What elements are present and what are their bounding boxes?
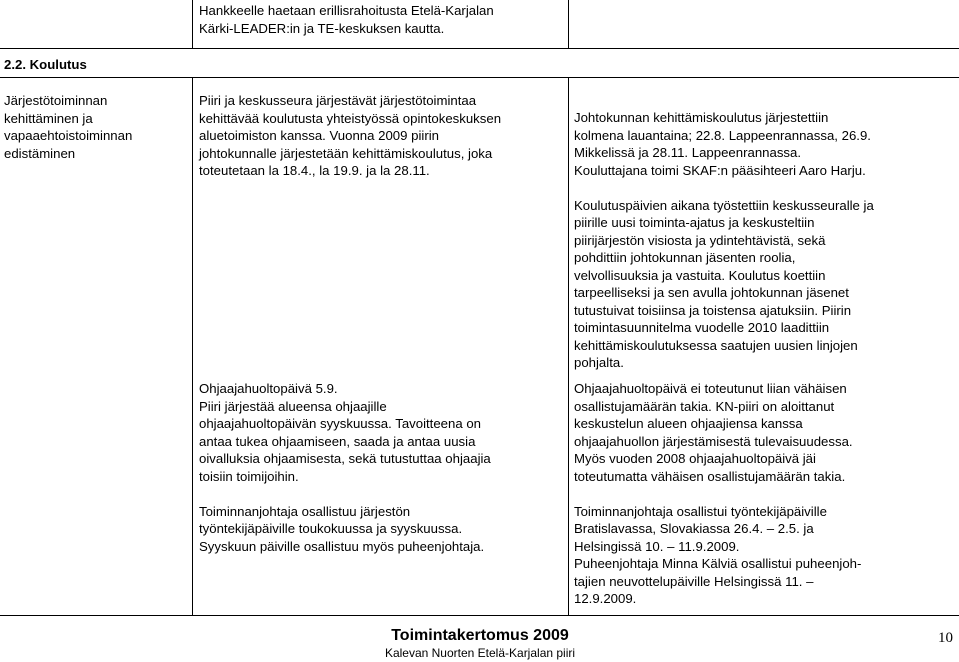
text-line: aluetoimiston kanssa. Vuonna 2009 piirin (199, 128, 439, 143)
text-line: antaa tukea ohjaamiseen, saada ja antaa uusia (199, 433, 476, 449)
text-line: tajien neuvottelupäiville Helsingissä 11. – (574, 573, 814, 589)
text-line: toteutumatta vähäisen osallistujamäärän takia. (574, 468, 846, 484)
text-line: kehittäminen ja (4, 110, 93, 126)
text-line: pohjalta. (574, 355, 624, 370)
text-line: Myös vuoden 2008 ohjaajahuoltopäivä jäi (574, 451, 816, 466)
text-line: Kärki-LEADER:in ja TE-keskuksen kautta. (199, 20, 445, 36)
text-line: pohdittiin johtokunnan jäsenten roolia, (574, 250, 796, 265)
text-line: Ohjaajahuoltopäivä 5.9. (199, 381, 338, 396)
text-line: piirijärjestön visiosta ja ydintehtävistä, sekä (574, 232, 826, 248)
row-divider-top (0, 48, 959, 49)
footer-subtitle: Kalevan Nuorten Etelä-Karjalan piiri (384, 646, 576, 660)
text-line: Toiminnanjohtaja osallistuu järjestön (199, 503, 411, 519)
row-divider-bottom (0, 615, 959, 616)
text-line: Puheenjohtaja Minna Kälviä osallistui puheenjoh- (574, 556, 862, 571)
column-divider-right (568, 77, 569, 615)
text-line: tutustuivat toisiinsa ja toistensa ajatuksiin. Piirin (574, 302, 852, 318)
text-line: tarpeelliseksi ja sen avulla johtokunnan jäsenet (574, 285, 849, 300)
text-line: Hankkeelle haetaan erillisrahoitusta Etelä-Karjalan (199, 3, 494, 18)
text-line: kehittämiskoulutuksessa saatujen uusien linjojen (574, 337, 858, 353)
text-line: johtokunnalle järjestetään kehittämiskoulutus, joka (199, 145, 493, 161)
text-line: Bratislavassa, Slovakiassa 26.4. – 2.5. ja (574, 521, 814, 536)
text-line: ohjaajahuollon järjestämisestä tulevaisuudessa. (574, 433, 853, 449)
text-line: 12.9.2009. (574, 591, 637, 606)
result-text (574, 380, 861, 608)
column-divider-left (192, 77, 193, 615)
column-divider-left (192, 0, 193, 48)
plan-text (199, 380, 491, 555)
text-line: työntekijäpäiville toukokuussa ja syyskuussa. (199, 521, 463, 536)
footer-title: Toimintakertomus 2009 (391, 627, 569, 644)
column-divider-right (568, 0, 569, 48)
result-text (574, 109, 874, 372)
text-line: toimintasuunnitelma vuodelle 2010 laadittiin (574, 320, 830, 335)
text-line: toisiin toimijoihin. (199, 468, 299, 484)
paragraph-gap (574, 485, 861, 503)
text-line: Ohjaajahuoltopäivä ei toteutunut liian vähäisen (574, 381, 847, 396)
section-heading: 2.2. Koulutus (4, 57, 87, 72)
text-line: vapaaehtoistoiminnan (4, 128, 133, 143)
text-line: Toiminnanjohtaja osallistui työntekijäpäiville (574, 503, 827, 519)
text-line: kehittävää koulutusta yhteistyössä opintokeskuksen (199, 110, 502, 126)
text-line: velvollisuuksia ja vastuita. Koulutus koettiin (574, 267, 826, 283)
intro-text (199, 2, 494, 37)
text-line: Piiri järjestää alueensa ohjaajille (199, 398, 387, 414)
text-line: edistäminen (4, 145, 76, 161)
text-line: keskustelun alueen ohjaajiensa kanssa (574, 416, 803, 431)
plan-text (199, 92, 501, 180)
text-line: ohjaajahuoltopäivän syyskuussa. Tavoitteena on (199, 416, 482, 431)
text-line: Johtokunnan kehittämiskoulutus järjestettiin (574, 110, 829, 125)
paragraph-gap (199, 485, 491, 503)
paragraph-gap (574, 179, 874, 197)
row-divider-section (0, 77, 959, 78)
text-line: Helsingissä 10. – 11.9.2009. (574, 538, 740, 554)
text-line: Piiri ja keskusseura järjestävät järjestötoimintaa (199, 93, 477, 108)
text-line: Mikkelissä ja 28.11. Lappeenrannassa. (574, 145, 802, 160)
text-line: kolmena lauantaina; 22.8. Lappeenrannassa, 26.9. (574, 127, 871, 143)
text-line: toteutetaan la 18.4., la 19.9. ja la 28.11. (199, 163, 430, 178)
text-line: osallistujamäärän takia. KN-piiri on aloittanut (574, 398, 835, 414)
text-line: Kouluttajana toimi SKAF:n pääsihteeri Aaro Harju. (574, 162, 866, 178)
page-number: 10 (938, 630, 953, 646)
text-line: Koulutuspäivien aikana työstettiin keskusseuralle ja (574, 197, 874, 213)
row-label (4, 92, 132, 162)
text-line: Järjestötoiminnan (4, 93, 108, 108)
text-line: Syyskuun päiville osallistuu myös puheenjohtaja. (199, 538, 485, 554)
text-line: piirille uusi toiminta-ajatus ja keskusteltiin (574, 215, 815, 230)
text-line: oivalluksia ohjaamisesta, sekä tutustuttaa ohjaajia (199, 451, 491, 466)
